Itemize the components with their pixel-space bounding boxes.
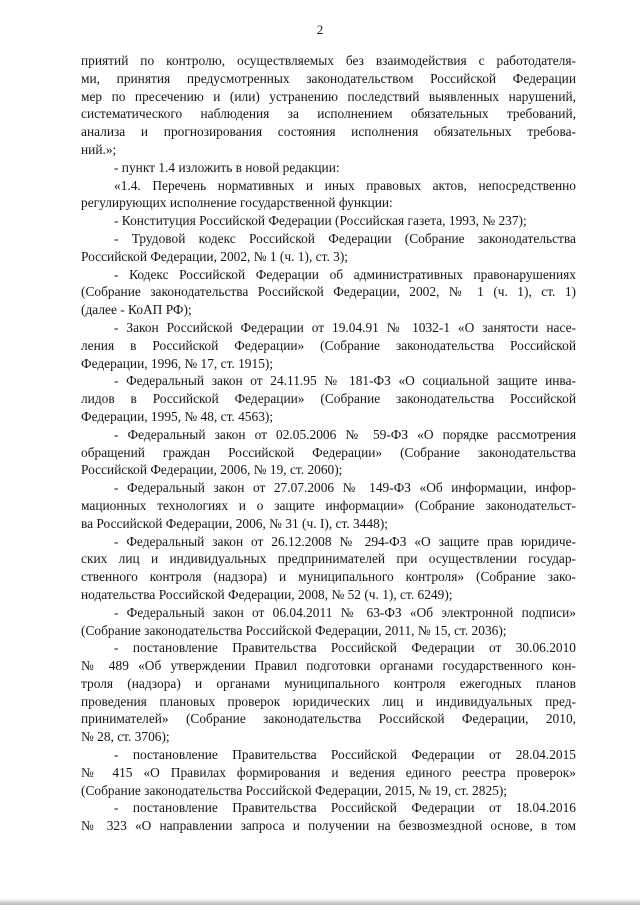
text-line: - Конституция Российской Федерации (Российская газета, 1993, № 237); — [114, 213, 527, 229]
text-line: (Собрание законодательства Российской Федерации, 2015, № 19, ст. 2825); — [81, 782, 508, 798]
text-line: обращений граждан Российской Федерации» (Собрание законодательства — [81, 444, 576, 460]
text-line: № 28, ст. 3706); — [81, 729, 170, 745]
text-line: проведения плановых проверок юридических лиц и индивидуальных пред- — [81, 693, 576, 709]
text-line: - постановление Правительства Российской Федерации от 30.06.2010 — [114, 640, 576, 656]
text-line: нодательства Российской Федерации, 2008, № 52 (ч. 1), ст. 6249); — [81, 586, 453, 602]
text-line: ми, принятия предусмотренных законодательством Российской Федерации — [81, 70, 576, 86]
text-line: (Собрание законодательства Российской Федерации, 2011, № 15, ст. 2036); — [81, 622, 507, 638]
text-line: анализа и прогнозирования состояния исполнения обязательных требова- — [81, 124, 576, 140]
text-line: - Федеральный закон от 27.07.2006 № 149-ФЗ «Об информации, инфор- — [114, 480, 576, 496]
text-line: - Кодекс Российской Федерации об административных правонарушениях — [114, 266, 576, 282]
text-line: Российской Федерации, 2002, № 1 (ч. 1), ст. 3); — [81, 248, 349, 264]
text-line: «1.4. Перечень нормативных и иных правовых актов, непосредственно — [114, 177, 576, 193]
text-line: Российской Федерации, 2006, № 19, ст. 2060); — [81, 462, 343, 478]
text-line: Федерации, 1996, № 17, ст. 1915); — [81, 355, 274, 371]
text-line: № 323 «О направлении запроса и получении на безвозмездной основе, в том — [81, 818, 576, 834]
document-body — [81, 52, 576, 835]
text-line: - постановление Правительства Российской Федерации от 18.04.2016 — [114, 800, 576, 816]
text-line: троля (надзора) и органами муниципального контроля ежегодных планов — [81, 675, 576, 691]
text-line: ва Российской Федерации, 2006, № 31 (ч. I), ст. 3448); — [81, 515, 388, 531]
text-line: - постановление Правительства Российской Федерации от 28.04.2015 — [114, 747, 576, 763]
page-number: 2 — [316, 22, 324, 37]
text-line: - Трудовой кодекс Российской Федерации (Собрание законодательства — [114, 230, 576, 246]
text-line: - Федеральный закон от 24.11.95 № 181-ФЗ «О социальной защите инва- — [114, 373, 576, 389]
text-line: (Собрание законодательства Российской Федерации, 2002, № 1 (ч. 1), ст. 1) — [81, 284, 576, 300]
text-line: ских лиц и индивидуальных предпринимателей при осуществлении государ- — [81, 551, 576, 567]
text-line: лидов в Российской Федерации» (Собрание законодательства Российской — [81, 391, 576, 407]
text-line: мер по пресечению и (или) устранению последствий выявленных нарушений, — [81, 88, 576, 104]
text-line: - Федеральный закон от 02.05.2006 № 59-ФЗ «О порядке рассмотрения — [114, 426, 576, 442]
text-line: ний.»; — [81, 141, 117, 157]
text-line: - Закон Российской Федерации от 19.04.91 № 1032-1 «О занятости насе- — [114, 319, 576, 335]
text-line: принимателей» (Собрание законодательства Российской Федерации, 2010, — [81, 711, 576, 727]
text-line: № 415 «О Правилах формирования и ведения единого реестра проверок» — [81, 764, 576, 780]
text-line: - Федеральный закон от 06.04.2011 № 63-ФЗ «Об электронной подписи» — [114, 604, 576, 620]
text-line: приятий по контролю, осуществляемых без взаимодействия с работодателя- — [81, 53, 576, 68]
text-line: ления в Российской Федерации» (Собрание законодательства Российской — [81, 337, 576, 353]
text-line: (далее - КоАП РФ); — [81, 302, 192, 318]
text-line: - пункт 1.4 изложить в новой редакции: — [114, 159, 340, 175]
text-line: систематического наблюдения за исполнением обязательных требований, — [81, 106, 576, 122]
text-line: - Федеральный закон от 26.12.2008 № 294-ФЗ «О защите прав юридиче- — [114, 533, 576, 549]
text-line: № 489 «Об утверждении Правил подготовки органами государственного кон- — [81, 658, 576, 674]
text-line: регулирующих исполнение государственной функции: — [81, 195, 393, 211]
scan-edge-shadow — [0, 899, 640, 905]
text-line: Федерации, 1995, № 48, ст. 4563); — [81, 408, 274, 424]
text-line: мационных технологиях и о защите информации» (Собрание законодательст- — [81, 497, 576, 513]
text-line: ственного контроля (надзора) и муниципального контроля» (Собрание зако- — [81, 569, 576, 585]
